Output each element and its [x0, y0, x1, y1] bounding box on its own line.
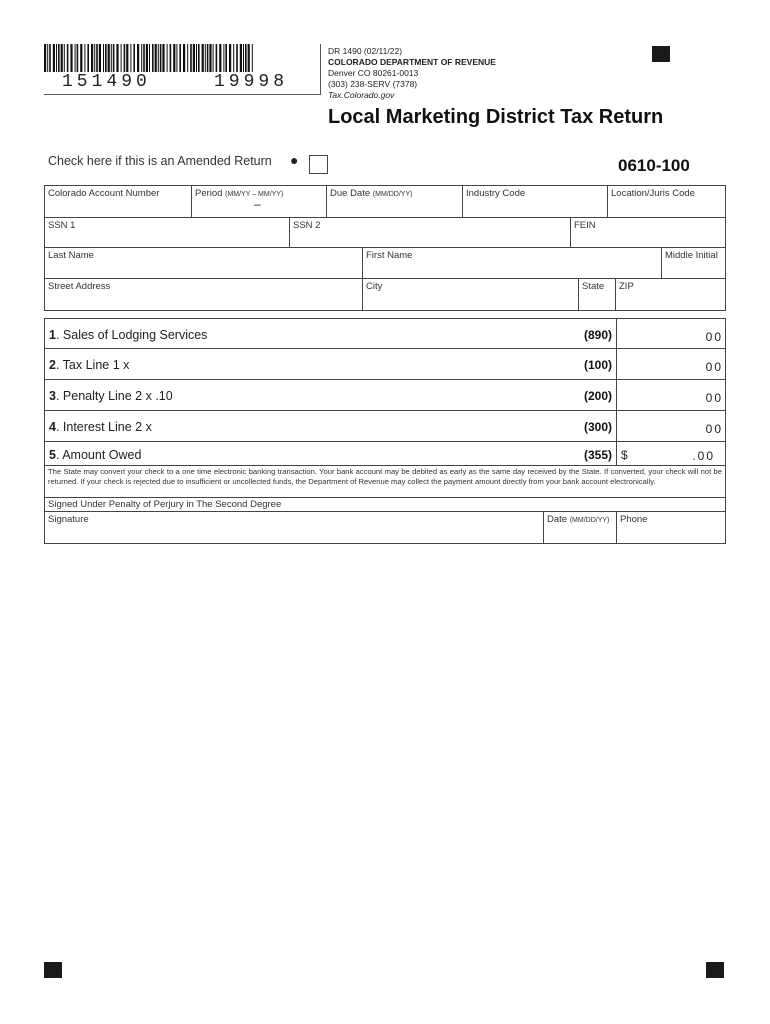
signature-field[interactable]: [44, 511, 544, 544]
first-name-label: First Name: [366, 250, 413, 261]
line-2-amount-field[interactable]: [616, 348, 726, 380]
line-2-label: . Tax Line 1 x: [55, 358, 130, 372]
line-5-amount-field[interactable]: [616, 441, 726, 466]
amended-return-label: Check here if this is an Amended Return: [48, 154, 272, 168]
city-label: City: [366, 281, 383, 292]
bullet-icon: ●: [290, 152, 299, 168]
fein-label: FEIN: [574, 220, 596, 231]
line-4-cents: 00: [705, 422, 723, 436]
line-5-cents: .00: [692, 449, 715, 463]
period-label: Period: [195, 188, 223, 199]
signature-label: Signature: [48, 514, 89, 525]
period-field[interactable]: [191, 185, 327, 218]
industry-code-label: Industry Code: [466, 188, 526, 199]
line-1-cents: 00: [705, 330, 723, 344]
zip-label: ZIP: [619, 281, 634, 292]
line-1-amount-field[interactable]: [616, 318, 726, 349]
line-4-code: (300): [583, 420, 612, 434]
location-code-label: Location/Juris Code: [611, 188, 695, 199]
barcode: [44, 44, 321, 95]
registration-mark-top-right: [652, 46, 670, 62]
ssn1-field[interactable]: [44, 217, 290, 248]
ssn2-label: SSN 2: [293, 220, 321, 231]
barcode-number-1: 151490: [62, 72, 151, 92]
department-address: Denver CO 80261-0013: [328, 68, 419, 78]
line-2-number: 2: [49, 358, 56, 372]
line-1-label: . Sales of Lodging Services: [55, 328, 208, 342]
line-1-code: (890): [583, 328, 612, 342]
line-3-code: (200): [583, 389, 612, 403]
line-3-cents: 00: [705, 391, 723, 405]
line-5-label: . Amount Owed: [55, 448, 142, 462]
line-3-label: . Penalty Line 2 x .10: [55, 389, 173, 403]
due-date-label: Due Date: [330, 188, 371, 199]
disclaimer-text: The State may convert your check to a one time electronic banking transaction. Your bank account may be debited as early as the same day received by the State. If converted, your check will not be returned. If your check is rejected due to insufficient or uncollected funds, the Department of Revenue may collect the payment amount directly from your bank account electronically.: [44, 465, 726, 498]
street-address-label: Street Address: [48, 281, 111, 292]
line-1-number: 1: [49, 328, 56, 342]
last-name-label: Last Name: [48, 250, 94, 261]
page-title: Local Marketing District Tax Return: [328, 106, 664, 128]
barcode-bars: [44, 44, 254, 72]
registration-mark-bottom-left: [44, 962, 62, 978]
ssn2-field[interactable]: [289, 217, 571, 248]
street-address-field[interactable]: [44, 278, 363, 311]
registration-mark-bottom-right: [706, 962, 724, 978]
state-field[interactable]: [578, 278, 616, 311]
due-date-field[interactable]: [326, 185, 463, 218]
line-2-cents: 00: [705, 360, 723, 374]
state-label: State: [582, 281, 605, 292]
line-4-number: 4: [49, 420, 56, 434]
department-name: COLORADO DEPARTMENT OF REVENUE: [328, 57, 496, 67]
account-number-label: Colorado Account Number: [48, 188, 160, 199]
ssn1-label: SSN 1: [48, 220, 76, 231]
due-date-hint: (MM/DD/YY): [372, 191, 413, 198]
zip-field[interactable]: [615, 278, 726, 311]
line-4-amount-field[interactable]: [616, 410, 726, 442]
line-1-row: [44, 318, 617, 349]
line-5-row: [44, 441, 617, 466]
fein-field[interactable]: [570, 217, 726, 248]
phone-label: Phone: [620, 514, 648, 525]
phone-field[interactable]: [616, 511, 726, 544]
form-code: 0610-100: [618, 156, 690, 175]
amended-return-checkbox[interactable]: [309, 155, 328, 174]
middle-initial-field[interactable]: [661, 247, 726, 279]
line-2-row: [44, 348, 617, 380]
first-name-field[interactable]: [362, 247, 662, 279]
perjury-row: [44, 497, 726, 512]
middle-initial-label: Middle Initial: [665, 250, 718, 261]
account-number-field[interactable]: [44, 185, 192, 218]
date-label: Date: [547, 514, 568, 525]
barcode-number-2: 19998: [214, 72, 289, 92]
line-3-amount-field[interactable]: [616, 379, 726, 411]
city-field[interactable]: [362, 278, 579, 311]
period-dash: –: [254, 197, 261, 211]
industry-code-field[interactable]: [462, 185, 608, 218]
location-code-field[interactable]: [607, 185, 726, 218]
line-5-dollar: $: [621, 448, 628, 462]
perjury-label: Signed Under Penalty of Perjury in The Second Degree: [48, 499, 282, 510]
line-4-row: [44, 410, 617, 442]
form-number: DR 1490 (02/11/22): [328, 46, 403, 56]
department-phone: (303) 238-SERV (7378): [328, 79, 418, 89]
line-5-code: (355): [583, 448, 612, 462]
line-2-code: (100): [583, 358, 612, 372]
department-website: Tax.Colorado.gov: [328, 90, 395, 100]
line-4-label: . Interest Line 2 x: [55, 420, 152, 434]
last-name-field[interactable]: [44, 247, 363, 279]
period-hint: (MM/YY – MM/YY): [225, 191, 284, 198]
line-3-row: [44, 379, 617, 411]
date-field[interactable]: [543, 511, 617, 544]
date-hint: (MM/DD/YY): [569, 517, 610, 524]
line-3-number: 3: [49, 389, 56, 403]
line-5-number: 5: [49, 448, 56, 462]
